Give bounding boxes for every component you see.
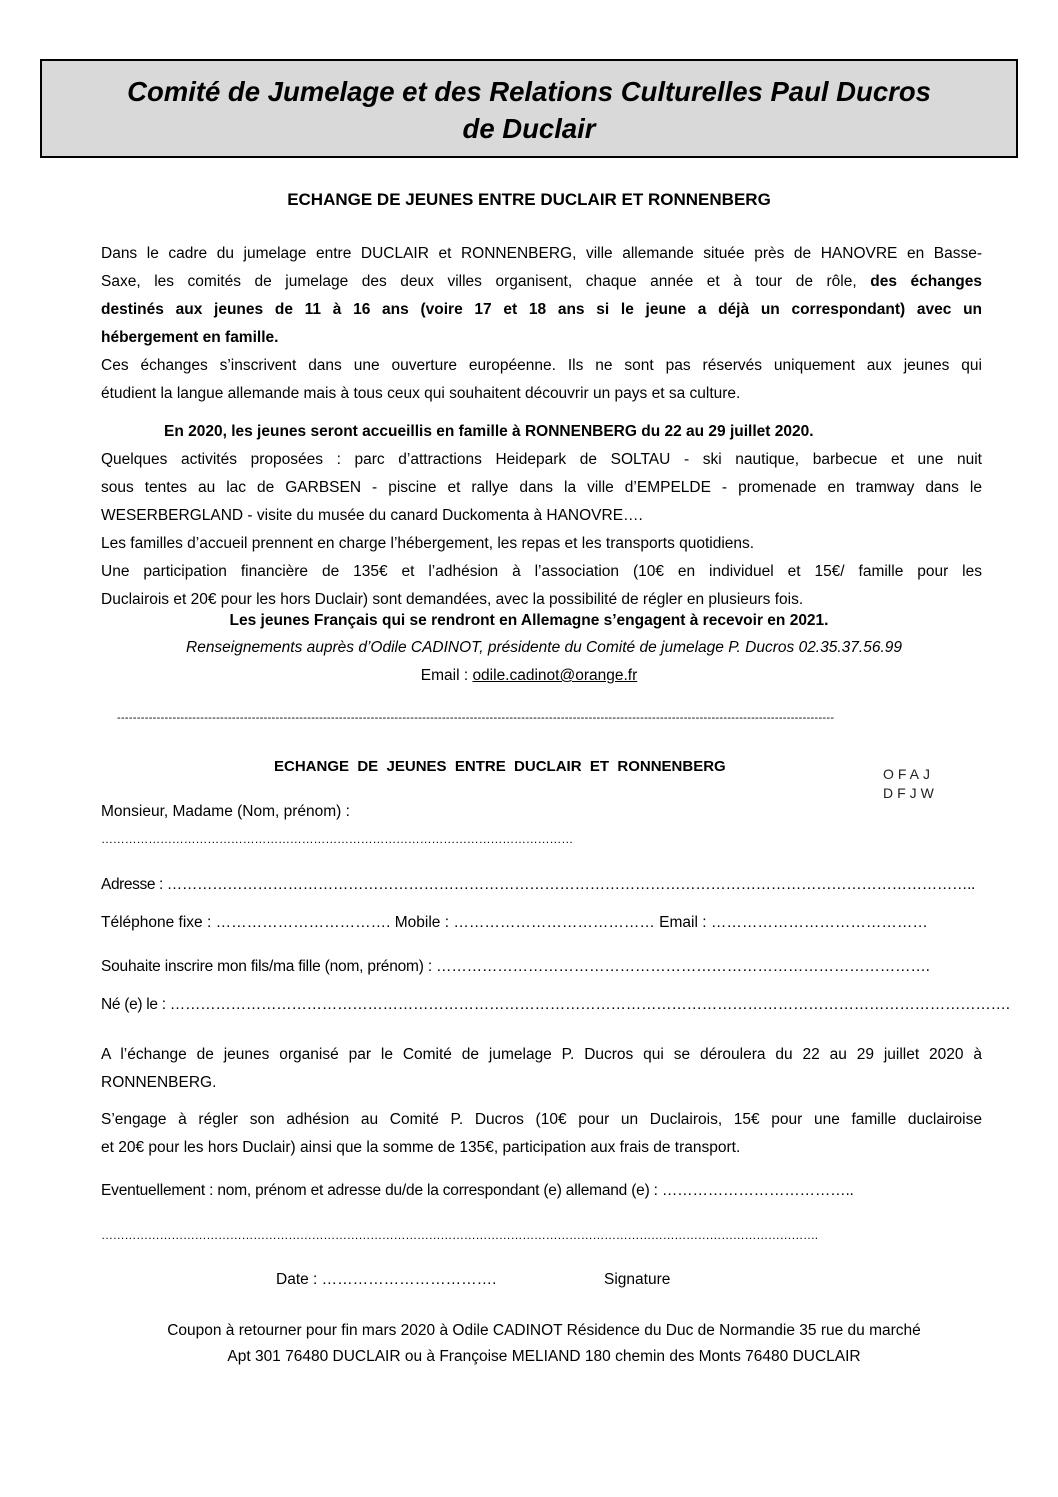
phone-label: Téléphone fixe : (101, 914, 212, 931)
contact-email (0, 665, 1058, 687)
date-field[interactable]: Date : ……………………………. (276, 1271, 497, 1288)
dates-2020: En 2020, les jeunes seront accueillis en famille à RONNENBERG du 22 au 29 juillet 2020. (164, 423, 814, 440)
name-label: Monsieur, Madame (Nom, prénom) : (101, 803, 350, 820)
intro-text: Saxe, les comités de jumelage des deux villes organisent, chaque année et à tour de rôle, (101, 273, 857, 290)
email-field-label: Email : (659, 914, 707, 931)
document-title (42, 73, 1016, 147)
name-field[interactable]: ………………………………………………………………………………………………………… (101, 832, 574, 846)
header-box (40, 59, 1018, 158)
info-line: Renseignements auprès d’Odile CADINOT, présidente du Comité de jumelage P. Ducros 02.35.37.56.99 (186, 639, 902, 656)
exchange-line: A l’échange de jeunes organisé par le Comité de jumelage P. Ducros qui se déroulera du 22 au 29 juillet 2020 à (101, 1046, 982, 1063)
intro-bold-line: hébergement en famille. (101, 329, 279, 346)
section-title: ECHANGE DE JEUNES ENTRE DUCLAIR ET RONNENBERG (287, 190, 771, 209)
title-line-1: Comité de Jumelage et des Relations Culturelles Paul Ducros (127, 76, 931, 107)
payment-line: et 20€ pour les hors Duclair) ainsi que la somme de 135€, participation aux frais de transport. (101, 1139, 741, 1156)
intro-bold-line: destinés aux jeunes de 11 à 16 ans (voire 17 et 18 ans si le jeune a déjà un correspondant) avec un (101, 301, 982, 318)
commitment-2021: Les jeunes Français qui se rendront en Allemagne s’engagent à recevoir en 2021. (229, 612, 829, 629)
address-field[interactable]: Adresse : …………………………………………………………………………………………………………………………………………….. (101, 876, 975, 893)
intro-line: Ces échanges s’inscrivent dans une ouverture européenne. Ils ne sont pas réservés uniquement aux jeunes qui (101, 357, 982, 374)
phone-field[interactable]: ……………………………. (215, 914, 391, 931)
participation-line: Une participation financière de 135€ et l’adhésion à l’association (10€ en individuel et 15€/ famille pour les (101, 563, 982, 580)
email-label: Email : (420, 667, 469, 684)
logo-line-1: OFAJ (883, 766, 935, 782)
activities-paragraph (101, 446, 982, 614)
participation-line: Duclairois et 20€ pour les hors Duclair) sont demandées, avec la possibilité de régler en plusieurs fois. (101, 591, 804, 608)
return-instructions (0, 1318, 1058, 1370)
form-title: ECHANGE DE JEUNES ENTRE DUCLAIR ET RONNENBERG (274, 758, 726, 775)
activities-line: sous tentes au lac de GARBSEN - piscine et rallye dans la ville d’EMPELDE - promenade en tramway dans le (101, 479, 982, 496)
logo-line-2: DFJW (883, 785, 938, 801)
payment-paragraph (101, 1106, 982, 1162)
mobile-field[interactable]: ………………………………… (453, 914, 655, 931)
intro-line (101, 268, 982, 296)
intro-line: Dans le cadre du jumelage entre DUCLAIR et RONNENBERG, ville allemande située près de HANOVRE en Basse- (101, 245, 982, 262)
intro-line: étudient la langue allemande mais à tous ceux qui souhaitent découvrir un pays et sa culture. (101, 385, 741, 402)
exchange-line: RONNENBERG. (101, 1074, 217, 1091)
exchange-paragraph (101, 1041, 982, 1097)
birthdate-field[interactable]: Né (e) le : …………………………………………………………………………………………………………………………………………………. (101, 996, 1010, 1013)
return-line: Coupon à retourner pour fin mars 2020 à Odile CADINOT Résidence du Duc de Normandie 35 rue du marché (167, 1322, 921, 1339)
return-line: Apt 301 76480 DUCLAIR ou à Françoise MELIAND 180 chemin des Monts 76480 DUCLAIR (227, 1348, 861, 1365)
title-line-2: de Duclair (462, 113, 596, 144)
correspondent-field[interactable]: Eventuellement : nom, prénom et adresse du/de la correspondant (e) allemand (e) : ……………………………….. (101, 1182, 854, 1199)
mobile-label: Mobile : (394, 914, 450, 931)
activities-line: Quelques activités proposées : parc d’attractions Heidepark de SOLTAU - ski nautique, barbecue et une nuit (101, 451, 982, 468)
email-link[interactable]: odile.cadinot@orange.fr (472, 667, 638, 684)
intro-bold-text: des échanges (870, 273, 983, 290)
email-field[interactable]: …………………………………… (710, 914, 928, 931)
signature-label: Signature (604, 1271, 671, 1288)
intro-paragraph (101, 240, 982, 408)
cut-separator: ------------------------------------------------------------------------------------------------------------------------------------------------------------------------------------- (117, 712, 835, 724)
families-text: Les familles d’accueil prennent en charge l’hébergement, les repas et les transports quotidiens. (101, 535, 755, 552)
payment-line: S’engage à régler son adhésion au Comité P. Ducros (10€ pour un Duclairois, 15€ pour une famille duclairoise (101, 1111, 982, 1128)
child-field[interactable]: Souhaite inscrire mon fils/ma fille (nom, prénom) : ……………………………………………………………………………………. (101, 958, 930, 975)
phone-row (101, 914, 928, 932)
ofaj-dfjw-logo (883, 765, 938, 803)
activities-line: WESERBERGLAND - visite du musée du canard Duckomenta à HANOVRE…. (101, 507, 643, 524)
correspondent-dots[interactable]: …………………………………………………………………………………………………………………………………………………………………. (101, 1228, 818, 1242)
